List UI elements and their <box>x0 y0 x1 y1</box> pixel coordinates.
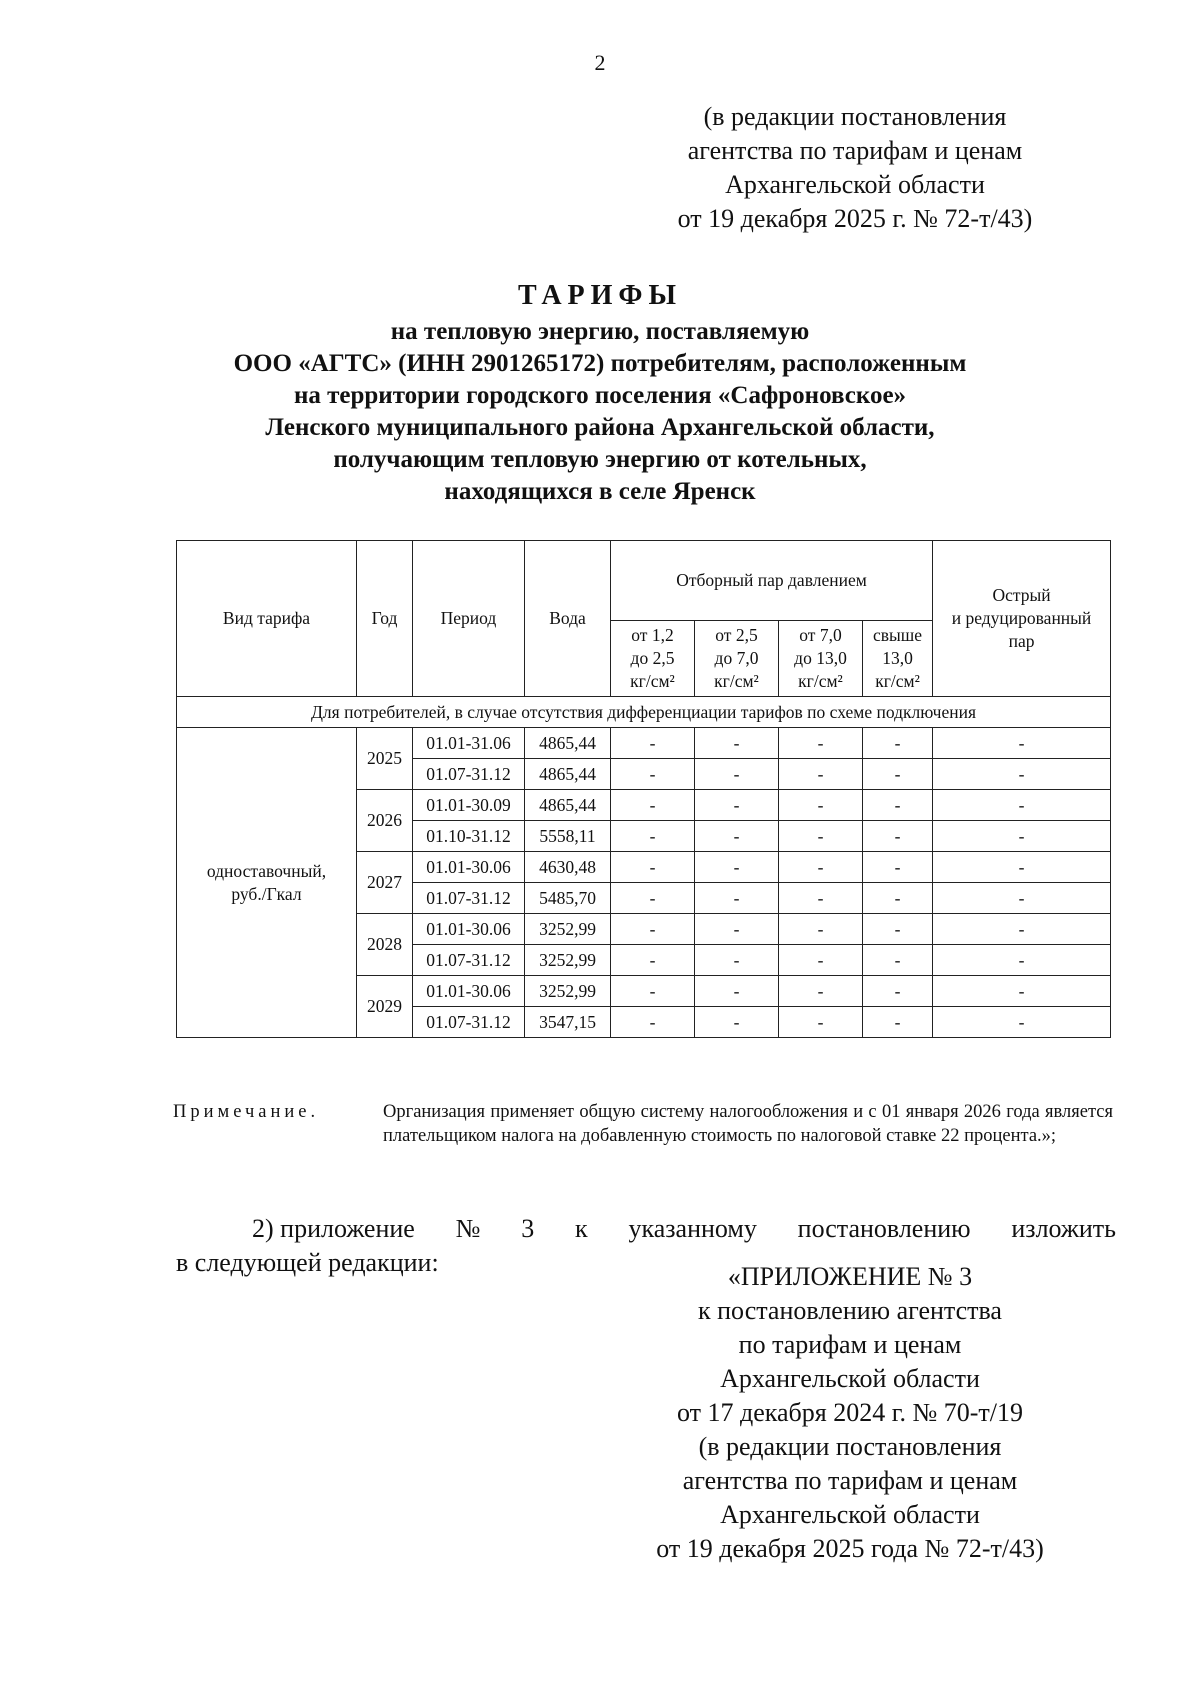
water-cell: 4630,48 <box>525 852 611 883</box>
paragraph-line-1 <box>176 1212 1116 1246</box>
dash-cell: - <box>611 852 695 883</box>
header-steam-col <box>611 621 695 697</box>
year-cell: 2029 <box>357 976 413 1038</box>
steam-col-l3: кг/см² <box>630 671 675 691</box>
header-note-line: (в редакции постановления <box>703 102 1007 131</box>
dash-cell: - <box>779 821 863 852</box>
period-cell: 01.10-31.12 <box>413 821 525 852</box>
year-cell: 2026 <box>357 790 413 852</box>
water-cell: 3547,15 <box>525 1007 611 1038</box>
dash-cell: - <box>863 759 933 790</box>
title-line: получающим тепловую энергию от котельных, <box>333 446 867 473</box>
dash-cell: - <box>933 728 1111 759</box>
appendix-line: агентства по тарифам и ценам <box>682 1466 1018 1495</box>
dash-cell: - <box>611 728 695 759</box>
header-steam-group: Отборный пар давлением <box>611 541 933 621</box>
water-cell: 3252,99 <box>525 945 611 976</box>
steam-col-l2: 13,0 <box>882 648 913 668</box>
water-cell: 4865,44 <box>525 728 611 759</box>
dash-cell: - <box>695 790 779 821</box>
steam-col-l1: от 2,5 <box>715 625 758 645</box>
dash-cell: - <box>933 821 1111 852</box>
title-line: Ленского муниципального района Архангельской области, <box>265 414 935 441</box>
dash-cell: - <box>933 914 1111 945</box>
dash-cell: - <box>779 914 863 945</box>
dash-cell: - <box>779 759 863 790</box>
steam-col-l1: свыше <box>873 625 923 645</box>
dash-cell: - <box>863 883 933 914</box>
water-cell: 4865,44 <box>525 759 611 790</box>
note-text: Организация применяет общую систему налогообложения и с 01 января 2026 года является плательщиком налога на добавленную стоимость по налоговой ставке 22 процента.»; <box>383 1102 1113 1146</box>
tariff-type-l2: руб./Гкал <box>231 883 302 904</box>
paragraph-word: постановлению <box>797 1214 971 1243</box>
header-water: Вода <box>525 541 611 697</box>
table-row <box>177 728 1111 759</box>
dash-cell: - <box>863 852 933 883</box>
steam-col-l3: кг/см² <box>875 671 920 691</box>
dash-cell: - <box>863 945 933 976</box>
header-steam-col <box>863 621 933 697</box>
dash-cell: - <box>695 759 779 790</box>
dash-cell: - <box>779 945 863 976</box>
year-cell: 2027 <box>357 852 413 914</box>
steam-col-l3: кг/см² <box>714 671 759 691</box>
appendix-line: Архангельской области <box>720 1500 980 1529</box>
tariffs-table <box>176 540 1111 1038</box>
dash-cell: - <box>695 976 779 1007</box>
header-year: Год <box>357 541 413 697</box>
title-line: находящихся в селе Яренск <box>444 478 756 505</box>
dash-cell: - <box>863 976 933 1007</box>
steam-col-l2: до 7,0 <box>714 648 759 668</box>
water-cell: 5485,70 <box>525 883 611 914</box>
dash-cell: - <box>611 976 695 1007</box>
dash-cell: - <box>611 790 695 821</box>
period-cell: 01.01-30.09 <box>413 790 525 821</box>
header-steam-col <box>779 621 863 697</box>
paragraph-line-2: в следующей редакции: <box>176 1248 439 1277</box>
water-cell: 3252,99 <box>525 976 611 1007</box>
header-note-line: Архангельской области <box>725 170 985 199</box>
period-cell: 01.01-30.06 <box>413 914 525 945</box>
dash-cell: - <box>695 1007 779 1038</box>
title-line: ООО «АГТС» (ИНН 2901265172) потребителям, расположенным <box>233 350 967 377</box>
water-cell: 5558,11 <box>525 821 611 852</box>
header-sharp-steam-l2: и редуцированный <box>951 608 1092 628</box>
dash-cell: - <box>611 1007 695 1038</box>
appendix-line: от 17 декабря 2024 г. № 70-т/19 <box>676 1398 1024 1427</box>
period-cell: 01.01-31.06 <box>413 728 525 759</box>
dash-cell: - <box>779 728 863 759</box>
paragraph-word: 3 <box>521 1214 535 1243</box>
dash-cell: - <box>611 945 695 976</box>
dash-cell: - <box>863 821 933 852</box>
appendix-line: к постановлению агентства <box>698 1296 1002 1325</box>
tariff-type-cell <box>177 728 357 1038</box>
period-cell: 01.07-31.12 <box>413 1007 525 1038</box>
water-cell: 4865,44 <box>525 790 611 821</box>
dash-cell: - <box>933 883 1111 914</box>
header-sharp-steam-l3: пар <box>1008 631 1035 651</box>
period-cell: 01.07-31.12 <box>413 883 525 914</box>
header-note <box>640 100 1070 236</box>
dash-cell: - <box>863 1007 933 1038</box>
year-cell: 2028 <box>357 914 413 976</box>
appendix-3-header <box>630 1260 1070 1566</box>
period-cell: 01.01-30.06 <box>413 976 525 1007</box>
dash-cell: - <box>933 852 1111 883</box>
header-note-line: агентства по тарифам и ценам <box>687 136 1023 165</box>
paragraph-word: указанному <box>628 1214 757 1243</box>
section-label: Для потребителей, в случае отсутствия дифференциации тарифов по схеме подключения <box>177 697 1111 728</box>
appendix-line: «ПРИЛОЖЕНИЕ № 3 <box>727 1262 973 1291</box>
dash-cell: - <box>695 821 779 852</box>
dash-cell: - <box>695 883 779 914</box>
title-line: на тепловую энергию, поставляемую <box>390 318 810 345</box>
appendix-line: Архангельской области <box>720 1364 980 1393</box>
title-line: на территории городского поселения «Сафроновское» <box>293 382 907 409</box>
dash-cell: - <box>933 759 1111 790</box>
tariff-type-l1: одноставочный, <box>206 860 327 881</box>
steam-col-l2: до 13,0 <box>794 648 847 668</box>
steam-col-l2: до 2,5 <box>630 648 675 668</box>
dash-cell: - <box>611 759 695 790</box>
dash-cell: - <box>695 914 779 945</box>
dash-cell: - <box>933 976 1111 1007</box>
dash-cell: - <box>779 883 863 914</box>
dash-cell: - <box>863 728 933 759</box>
dash-cell: - <box>779 852 863 883</box>
period-cell: 01.01-30.06 <box>413 852 525 883</box>
page-number: 2 <box>594 50 606 75</box>
paragraph-word: № <box>455 1214 481 1243</box>
document-title <box>160 280 1040 508</box>
steam-col-l3: кг/см² <box>798 671 843 691</box>
header-note-line: от 19 декабря 2025 г. № 72-т/43) <box>677 204 1033 233</box>
appendix-line: (в редакции постановления <box>698 1432 1002 1461</box>
dash-cell: - <box>611 883 695 914</box>
appendix-line: от 19 декабря 2025 года № 72-т/43) <box>656 1534 1044 1563</box>
dash-cell: - <box>933 945 1111 976</box>
steam-col-l1: от 7,0 <box>799 625 842 645</box>
header-sharp-steam-l1: Острый <box>992 585 1051 605</box>
dash-cell: - <box>779 1007 863 1038</box>
note-label: Примечание. <box>173 1102 320 1122</box>
dash-cell: - <box>933 790 1111 821</box>
water-cell: 3252,99 <box>525 914 611 945</box>
title-main: ТАРИФЫ <box>518 280 682 311</box>
period-cell: 01.07-31.12 <box>413 759 525 790</box>
dash-cell: - <box>695 728 779 759</box>
dash-cell: - <box>779 790 863 821</box>
dash-cell: - <box>863 790 933 821</box>
header-sharp-steam <box>933 541 1111 697</box>
dash-cell: - <box>611 821 695 852</box>
paragraph-word: изложить <box>1011 1214 1116 1243</box>
dash-cell: - <box>779 976 863 1007</box>
header-steam-col <box>695 621 779 697</box>
year-cell: 2025 <box>357 728 413 790</box>
paragraph-word: к <box>575 1214 588 1243</box>
paragraph-word: 2) приложение <box>252 1214 415 1243</box>
dash-cell: - <box>933 1007 1111 1038</box>
dash-cell: - <box>611 914 695 945</box>
dash-cell: - <box>695 945 779 976</box>
dash-cell: - <box>863 914 933 945</box>
dash-cell: - <box>695 852 779 883</box>
appendix-line: по тарифам и ценам <box>738 1330 962 1359</box>
period-cell: 01.07-31.12 <box>413 945 525 976</box>
header-period: Период <box>413 541 525 697</box>
header-tariff-type: Вид тарифа <box>177 541 357 697</box>
steam-col-l1: от 1,2 <box>631 625 674 645</box>
